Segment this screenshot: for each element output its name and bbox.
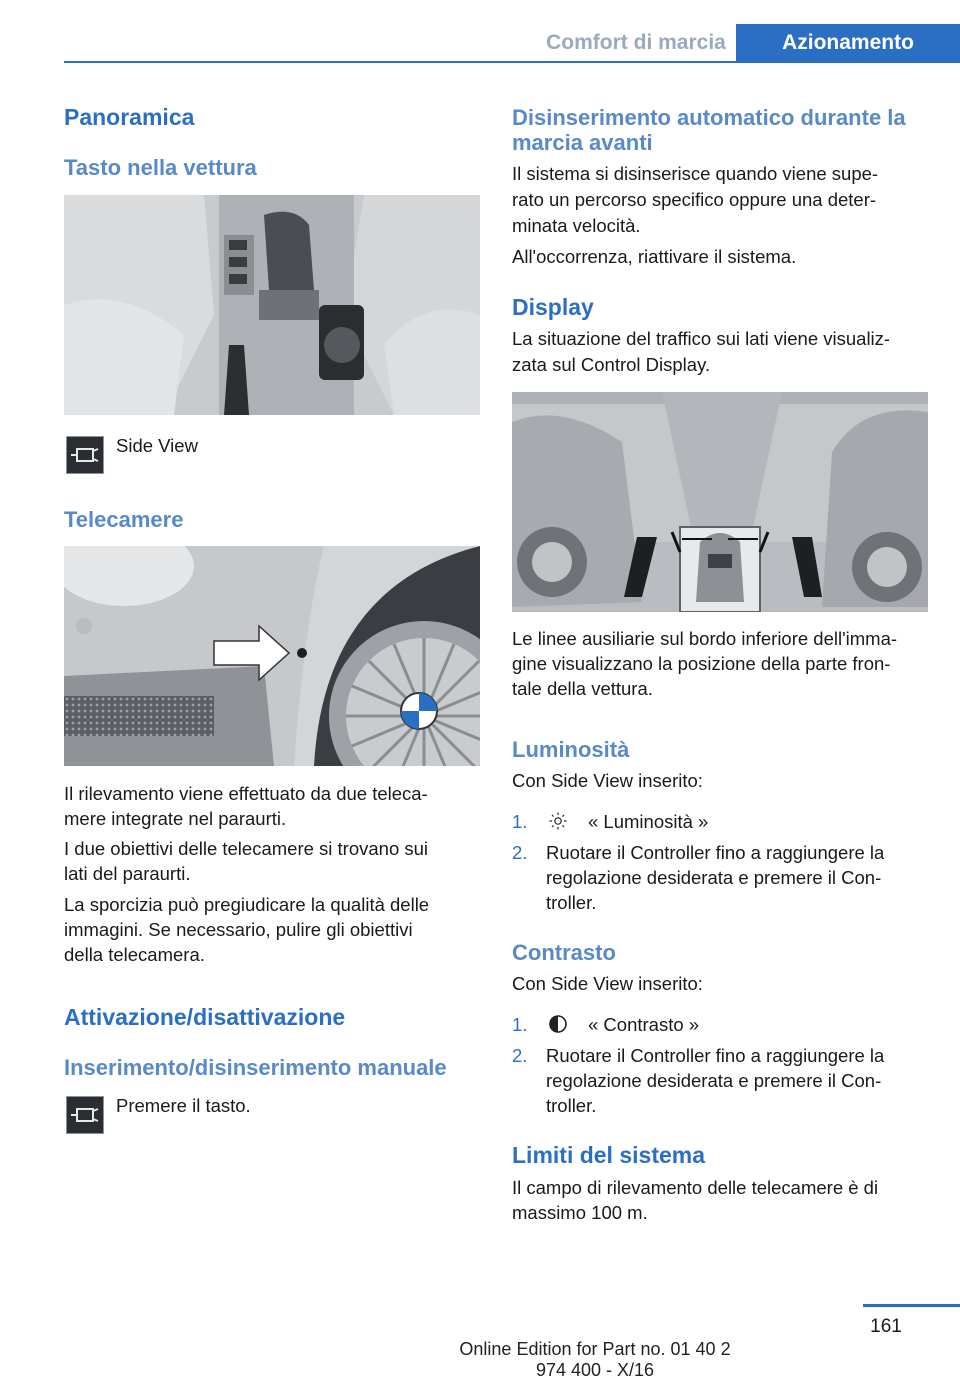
paragraph-cameras-1a: Il rilevamento viene effettuato da due teleca- <box>64 783 428 804</box>
sun-icon <box>548 811 568 836</box>
header-chapter-tab: Azionamento <box>736 24 960 62</box>
brightness-step-2-text-a: Ruotare il Controller fino a raggiungere la <box>546 842 885 863</box>
heading-system-limits: Limiti del sistema <box>512 1142 706 1168</box>
paragraph-cameras-1b: mere integrate nel paraurti. <box>64 808 287 829</box>
side-view-button-icon <box>66 436 104 474</box>
heading-display: Display <box>512 294 594 320</box>
paragraph-cameras-3b: immagini. Se necessario, pulire gli obiettivi <box>64 919 413 940</box>
paragraph-cameras-2a: I due obiettivi delle telecamere si trovano sui <box>64 838 429 859</box>
side-view-button-icon-2 <box>66 1096 104 1134</box>
contrast-icon <box>548 1014 568 1039</box>
contrast-step-2-text-c: troller. <box>546 1095 597 1116</box>
contrast-step-2-text-b: regolazione desiderata e premere il Con- <box>546 1070 882 1091</box>
paragraph-cameras-3a: La sporcizia può pregiudicare la qualità delle <box>64 894 430 915</box>
paragraph-cameras-3c: della telecamera. <box>64 944 205 965</box>
heading-manual: Inserimento/disinserimento manuale <box>64 1055 447 1080</box>
brightness-step-2-num: 2. <box>512 842 528 863</box>
caption-press-button: Premere il tasto. <box>116 1095 251 1116</box>
brightness-step-2-text-c: troller. <box>546 892 597 913</box>
paragraph-limits-a: Il campo di rilevamento delle telecamere è di <box>512 1177 879 1198</box>
header-section-tab: Comfort di marcia <box>546 31 726 54</box>
footer-rule <box>863 1304 960 1307</box>
heading-brightness: Luminosità <box>512 737 630 762</box>
paragraph-auto-2: All'occorrenza, riattivare il sistema. <box>512 246 797 267</box>
photo-center-console <box>64 195 480 415</box>
paragraph-display-a: La situazione del traffico sui lati viene visualiz- <box>512 328 891 349</box>
paragraph-lines-a: Le linee ausiliarie sul bordo inferiore dell'imma- <box>512 628 898 649</box>
paragraph-limits-b: massimo 100 m. <box>512 1202 648 1223</box>
paragraph-lines-c: tale della vettura. <box>512 678 653 699</box>
contrast-step-1-num: 1. <box>512 1014 528 1035</box>
caption-side-view: Side View <box>116 435 198 456</box>
heading-overview: Panoramica <box>64 104 195 130</box>
brightness-step-2-text-b: regolazione desiderata e premere il Con- <box>546 867 882 888</box>
paragraph-auto-1b: rato un percorso specifico oppure una deter- <box>512 189 877 210</box>
paragraph-auto-1a: Il sistema si disinserisce quando viene supe- <box>512 163 879 184</box>
contrast-step-2-text-a: Ruotare il Controller fino a raggiungere la <box>546 1045 885 1066</box>
heading-cameras: Telecamere <box>64 507 184 532</box>
brightness-step-1-text: « Luminosità » <box>588 811 709 832</box>
paragraph-lines-b: gine visualizzano la posizione della parte fron- <box>512 653 891 674</box>
page-number: 161 <box>870 1316 902 1337</box>
heading-activation: Attivazione/disattivazione <box>64 1004 346 1030</box>
contrast-step-1-text: « Contrasto » <box>588 1014 700 1035</box>
heading-contrast: Contrasto <box>512 940 616 965</box>
footer-edition: Online Edition for Part no. 01 40 2 974 400 - X/16 <box>459 1339 731 1380</box>
photo-front-camera <box>64 546 480 766</box>
paragraph-cameras-2b: lati del paraurti. <box>64 863 191 884</box>
contrast-intro: Con Side View inserito: <box>512 973 703 994</box>
photo-control-display <box>512 392 928 612</box>
paragraph-auto-1c: minata velocità. <box>512 215 641 236</box>
brightness-intro: Con Side View inserito: <box>512 770 703 791</box>
contrast-step-2-num: 2. <box>512 1045 528 1066</box>
heading-button-in-vehicle: Tasto nella vettura <box>64 155 257 180</box>
heading-auto-off-a: Disinserimento automatico durante la <box>512 105 906 130</box>
header-rule <box>64 61 960 63</box>
heading-auto-off-b: marcia avanti <box>512 130 653 155</box>
brightness-step-1-num: 1. <box>512 811 528 832</box>
paragraph-display-b: zata sul Control Display. <box>512 354 711 375</box>
